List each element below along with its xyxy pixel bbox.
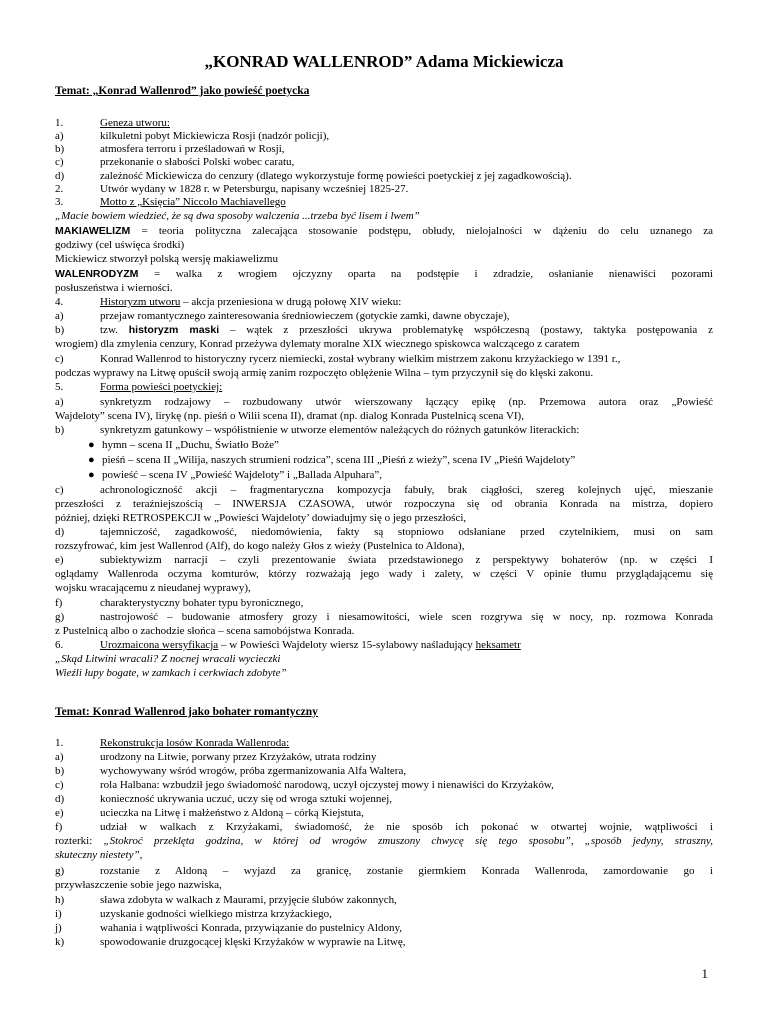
motto-quote: „Macie bowiem wiedzieć, że są dwa sposoby walczenia ...trzeba być lisem i lwem” [55, 210, 420, 222]
definition-text: godziwy (cel uświęca środki) [55, 239, 185, 251]
list-item [55, 323, 713, 337]
bullet-item [88, 468, 382, 482]
item-text-continued [55, 834, 713, 848]
item-text: rozstanie z Aldoną – wyjazd za granicę, zostanie giermkiem Konrada Wallenroda, zamordowanie go i [100, 865, 713, 877]
bullet-text: pieśń – scena II „Wilija, naszych strumieni rodzica”, scena III „Pieśń z wieży”, scena IV „Pieśń Wajdeloty” [102, 454, 576, 466]
item-marker: 5. [55, 381, 64, 393]
document-title: „KONRAD WALLENROD” Adama Mickiewicza [204, 52, 564, 71]
item-text: atmosfera terroru i prześladowań w Rosji, [100, 143, 285, 155]
item-text-underlined: heksametr [475, 639, 521, 651]
item-text: subiektywizm narracji – czyli prezentowanie świata przedstawionego z perspektywy bohaterów (np. w części I [100, 554, 713, 566]
item-text: wahania i wątpliwości Konrada, przywiązanie do pustelnicy Aldony, [100, 922, 403, 934]
item-text: kilkuletni pobyt Mickiewicza Rosji (nadzór policji), [100, 130, 330, 142]
item-text: Utwór wydany w 1828 r. w Petersburgu, napisany wcześniej 1825-27. [100, 183, 409, 195]
item-marker: a) [55, 130, 64, 142]
item-text: ucieczka na Litwę i małżeństwo z Aldoną – córką Kiejstuta, [100, 807, 364, 819]
item-marker: f) [55, 821, 63, 833]
list-item [55, 864, 713, 878]
definition-makiawelizm [55, 224, 713, 238]
list-item [55, 483, 713, 497]
bullet-icon: ● [88, 439, 95, 451]
item-text: przejaw romantycznego zainteresowania średniowieczem (gotyckie zamki, dawne obyczaje), [100, 310, 510, 322]
definition-text: posłuszeństwa i wierności. [55, 282, 173, 294]
item-marker: f) [55, 597, 63, 609]
item-text: achronologiczność akcji – fragmentaryczna kompozycja fabuły, brak ciągłości, szereg kolejnych ujęć, mieszanie [100, 484, 713, 496]
item-marker: h) [55, 894, 65, 906]
item-text: – wątek z przeszłości ukrywa problematykę współczesną (postawy, taktyka postępowania z [219, 324, 713, 336]
list-item [55, 525, 713, 539]
list-item [55, 395, 713, 409]
item-marker: 6. [55, 639, 64, 651]
section-heading-2: Temat: Konrad Wallenrod jako bohater romantyczny [55, 706, 318, 718]
item-text-continued: wojsku wracającemu z nieudanej wyprawy), [55, 582, 251, 594]
item-text-continued: przywłaszczenie sobie jego nazwiska, [55, 879, 222, 891]
item-marker: g) [55, 611, 65, 623]
item-marker: 1. [55, 737, 64, 749]
item-text-continued: Wajdeloty” scena IV), lirykę (np. pieśń o Wilii scena II), dramat (np. dialog Konrada Pustelnicą scena VI), [55, 410, 524, 422]
item-text: udział w walkach z Krzyżakami, świadomość, że nie sposób ich pokonać w otwartej wojnie, wątpliwości i [100, 821, 713, 833]
list-item [55, 820, 713, 834]
item-text: nastrojowość – budowanie atmosfery grozy i niesamowitości, wiele scen rozgrywa się w nocy, np. rozmowa Konrada [100, 611, 713, 623]
item-text: – akcja przeniesiona w drugą połowę XIV wieku: [180, 296, 402, 308]
item-marker: g) [55, 865, 65, 877]
item-text-continued: z Pustelnicą albo o zachodzie słońca – scena samobójstwa Konrada. [55, 625, 355, 637]
item-marker: j) [55, 922, 62, 934]
section-heading-1: Temat: „Konrad Wallenrod” jako powieść poetycka [55, 85, 310, 97]
item-text: sława zdobyta w walkach z Maurami, przyjęcie ślubów zakonnych, [100, 894, 397, 906]
item-marker: e) [55, 554, 64, 566]
item-text-underlined: Historyzm utworu [100, 296, 181, 308]
item-marker: b) [55, 424, 65, 436]
paragraph: Mickiewicz stworzył polską wersję makiawelizmu [55, 253, 278, 265]
item-text: Motto z „Księcia” Niccolo Machiavellego [100, 196, 286, 208]
item-text-continued: podczas wyprawy na Litwę opuścił swoją armię zanim rozpoczęto oblężenie Wilna – tym przyczynił się do klęski zakonu. [55, 367, 594, 379]
item-text: – w Powieści Wajdeloty wiersz 15-sylabowy naśladujący [218, 639, 476, 651]
verse-quote: Wieźli łupy bogate, w zamkach i cerkwiach zdobyte” [55, 667, 287, 679]
bullet-item [88, 438, 279, 452]
item-marker: 1. [55, 117, 64, 129]
item-text-continued: przeszłości z teraźniejszością – INWERSJA CZASOWA, utwór rozpoczyna się od obrania Konrada na mistrza, dopiero [55, 498, 713, 510]
item-marker: a) [55, 310, 64, 322]
item-quote: „Stokroć przeklęta godzina, w której od wrogów zmuszony chwycę się tego sposobu”, „sposób jedyny, straszny, [103, 835, 713, 847]
item-marker: b) [55, 143, 65, 155]
item-marker: c) [55, 353, 64, 365]
item-quote: skuteczny niestety”, [55, 849, 143, 861]
item-text: synkretyzm rodzajowy – rozbudowany utwór wierszowany łączący epikę (np. Przemowa autora oraz „Powieść [100, 396, 713, 408]
item-text: uzyskanie godności wielkiego mistrza krzyżackiego, [100, 908, 332, 920]
bullet-text: hymn – scena II „Duchu, Światło Boże” [102, 439, 279, 451]
item-marker: d) [55, 170, 65, 182]
item-marker: k) [55, 936, 65, 948]
page-number: 1 [701, 966, 708, 981]
item-marker: c) [55, 779, 64, 791]
term-walenrodyzm: WALENRODYZM [55, 268, 139, 280]
item-marker: d) [55, 526, 65, 538]
list-item [55, 610, 713, 624]
item-marker: 4. [55, 296, 64, 308]
item-text: spowodowanie druzgocącej klęski Krzyżaków w wyprawie na Litwę, [100, 936, 406, 948]
term-makiawelizm: MAKIAWELIZM [55, 225, 131, 237]
definition-walenrodyzm [55, 267, 713, 281]
item-text: tzw. [100, 324, 129, 336]
item-marker: 3. [55, 196, 64, 208]
item-marker: c) [55, 156, 64, 168]
item-marker: e) [55, 807, 64, 819]
bullet-item [88, 453, 575, 467]
item-text: przekonanie o słabości Polski wobec caratu, [100, 156, 295, 168]
item-text: Forma powieści poetyckiej: [100, 381, 223, 393]
item-text-continued: później, dzięki RETROSPEKCJI w „Powieści Wajdeloty’ dowiadujmy się o jego przeszłości, [55, 512, 467, 524]
item-text: Rekonstrukcja losów Konrada Wallenroda: [100, 737, 290, 749]
item-text-underlined: Urozmaicona wersyfikacja [100, 639, 219, 651]
item-text-continued: wrogiem) dla zmylenia cenzury, Konrad przeżywa dylematy moralne XIX wiecznego spiskowca walczącego z caratem [55, 338, 580, 350]
item-text-continued: oglądamy Wallenroda oczyma komturów, którzy rozważają jego wady i zalety, w części V opinie tłumu przyglądającemu się [55, 568, 713, 580]
item-text: Konrad Wallenrod to historyczny rycerz niemiecki, został wybrany wielkim mistrzem zakonu krzyżackiego w 1391 r., [100, 353, 621, 365]
item-text: rola Halbana: wzbudził jego świadomość narodową, uczył ojczystej mowy i nienawiści do Krzyżaków, [100, 779, 554, 791]
bullet-text: powieść – scena IV „Powieść Wajdeloty” i „Ballada Alpuhara”, [102, 469, 383, 481]
item-text: urodzony na Litwie, porwany przez Krzyżaków, utrata rodziny [100, 751, 377, 763]
item-text: zależność Mickiewicza do cenzury (dlatego wykorzystuje formę powieści poetyckiej z jej zagadkowością). [100, 170, 572, 182]
item-text: wychowywany wśród wrogów, próba zgermanizowania Alfa Waltera, [100, 765, 407, 777]
bullet-icon: ● [88, 454, 95, 466]
item-text: rozterki: [55, 835, 104, 847]
item-marker: b) [55, 324, 65, 336]
item-text: tajemniczość, zagadkowość, niedomówienia, fakty są stopniowo odsłaniane przed czytelnikiem, musi on sam [100, 526, 713, 538]
item-marker: a) [55, 396, 64, 408]
item-marker: d) [55, 793, 65, 805]
verse-quote: „Skąd Litwini wracali? Z nocnej wracali wycieczki [55, 653, 281, 665]
definition-text: = walka z wrogiem ojczyzny oparta na podstępie i zdradzie, osłanianie nienawiści pozorami [138, 268, 713, 280]
item-text-continued: rozszyfrować, kim jest Wallenrod (Alf), do kogo należy Głos z wieży (Pustelnica to Aldona), [55, 540, 465, 552]
definition-text: = teoria polityczna zalecająca stosowanie podstępu, obłudy, nielojalności w dążeniu do celu uznanego za [130, 225, 713, 237]
item-marker: 2. [55, 183, 64, 195]
item-text: konieczność ukrywania uczuć, uczy się od wroga sztuki wojennej, [100, 793, 393, 805]
item-marker: i) [55, 908, 62, 920]
bullet-icon: ● [88, 469, 95, 481]
item-text: synkretyzm gatunkowy – współistnienie w utworze elementów należących do różnych gatunków literackich: [100, 424, 580, 436]
item-text: charakterystyczny bohater typu byronicznego, [100, 597, 304, 609]
item-marker: b) [55, 765, 65, 777]
item-marker: c) [55, 484, 64, 496]
term-historyzm-maski: historyzm maski [128, 324, 220, 336]
item-text: Geneza utworu: [100, 117, 170, 129]
item-marker: a) [55, 751, 64, 763]
list-item [55, 553, 713, 567]
